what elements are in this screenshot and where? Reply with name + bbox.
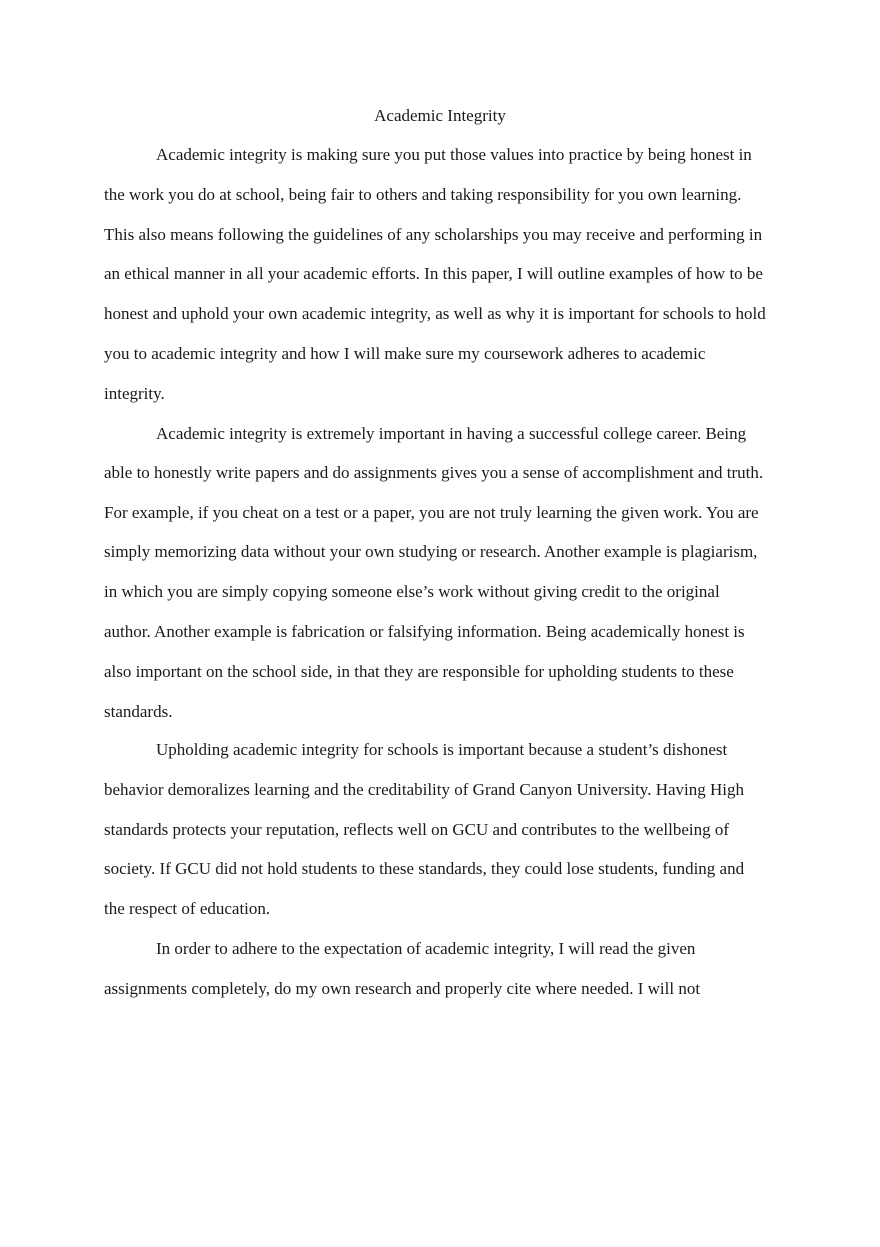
paragraph-line: integrity.: [104, 384, 165, 403]
paragraph-line: Academic integrity is making sure you put those values into practice by being honest in: [156, 145, 752, 164]
paragraph-line: Upholding academic integrity for schools is important because a student’s dishonest: [156, 740, 728, 759]
paragraph-line: assignments completely, do my own research and properly cite where needed. I will not: [104, 979, 701, 998]
paragraph-line: honest and uphold your own academic integrity, as well as why it is important for schools to hold: [104, 304, 766, 323]
paragraph-line: For example, if you cheat on a test or a paper, you are not truly learning the given work. You are: [104, 503, 759, 522]
paragraph-line: standards.: [104, 702, 173, 721]
paragraph-line: behavior demoralizes learning and the creditability of Grand Canyon University. Having High: [104, 780, 744, 799]
paragraph-line: In order to adhere to the expectation of academic integrity, I will read the given: [156, 939, 696, 958]
paragraph-line: author. Another example is fabrication or falsifying information. Being academically honest is: [104, 622, 745, 641]
paragraph-line: Academic integrity is extremely important in having a successful college career. Being: [156, 424, 747, 443]
document-title: Academic Integrity: [374, 106, 506, 125]
paragraph-line: able to honestly write papers and do assignments gives you a sense of accomplishment and truth.: [104, 463, 764, 482]
paragraph-line: an ethical manner in all your academic efforts. In this paper, I will outline examples of how to be: [104, 264, 763, 283]
paragraph-line: in which you are simply copying someone else’s work without giving credit to the original: [104, 582, 720, 601]
paragraph-line: simply memorizing data without your own studying or research. Another example is plagiarism,: [104, 542, 758, 561]
paragraph-line: the respect of education.: [104, 899, 271, 918]
paragraph-line: This also means following the guidelines of any scholarships you may receive and performing in: [104, 225, 763, 244]
paragraph-line: also important on the school side, in that they are responsible for upholding students to these: [104, 662, 734, 681]
paragraph-line: standards protects your reputation, reflects well on GCU and contributes to the wellbeing of: [104, 820, 730, 839]
paragraph-line: the work you do at school, being fair to others and taking responsibility for you own learning.: [104, 185, 742, 204]
paragraph-line: society. If GCU did not hold students to these standards, they could lose students, funding and: [104, 859, 745, 878]
paragraph-line: you to academic integrity and how I will make sure my coursework adheres to academic: [104, 344, 706, 363]
